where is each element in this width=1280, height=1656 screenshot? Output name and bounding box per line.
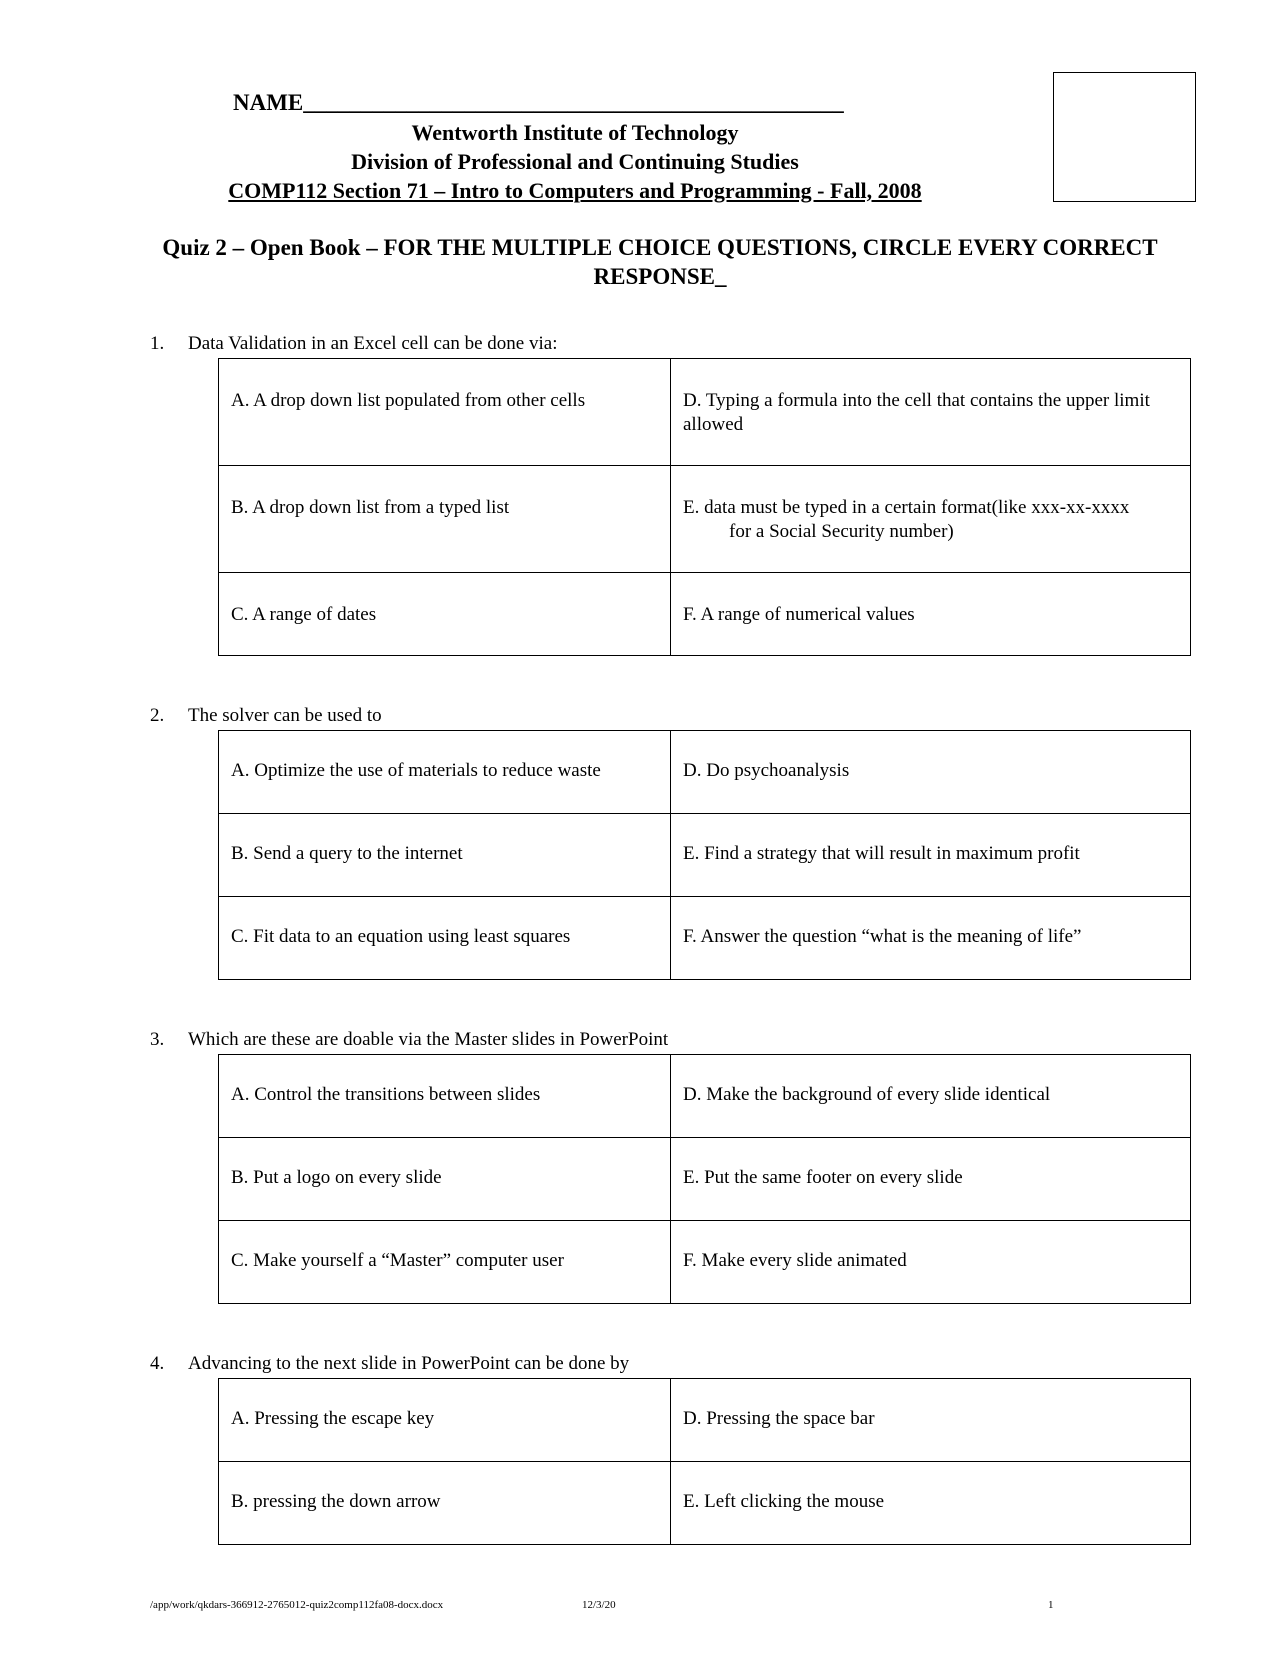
option-d[interactable]: D. Do psychoanalysis [671,731,1191,814]
question-text: The solver can be used to [188,705,382,726]
option-f[interactable]: F. A range of numerical values [671,573,1191,656]
option-b[interactable]: B. Send a query to the internet [219,814,671,897]
option-b[interactable]: B. A drop down list from a typed list [219,466,671,573]
option-a[interactable]: A. A drop down list populated from other cells [219,359,671,466]
question-text: Data Validation in an Excel cell can be done via: [188,333,558,354]
option-c[interactable]: C. A range of dates [219,573,671,656]
question-1 [150,333,557,355]
option-e[interactable]: E. Find a strategy that will result in maximum profit [671,814,1191,897]
option-f[interactable]: F. Make every slide animated [671,1221,1191,1304]
option-e[interactable]: E. Left clicking the mouse [671,1462,1191,1545]
option-a[interactable]: A. Optimize the use of materials to reduce waste [219,731,671,814]
question-number: 3. [150,1029,165,1050]
quiz-title: Quiz 2 – Open Book – FOR THE MULTIPLE CHOICE QUESTIONS, CIRCLE EVERY CORRECT RESPONSE_ [162,235,1158,289]
question-number: 4. [150,1353,165,1374]
option-b[interactable]: B. pressing the down arrow [219,1462,671,1545]
question-number: 2. [150,705,165,726]
option-c[interactable]: C. Make yourself a “Master” computer user [219,1221,671,1304]
score-box [1053,72,1196,202]
question-3 [150,1029,668,1051]
option-a[interactable]: A. Control the transitions between slides [219,1055,671,1138]
course-title: COMP112 Section 71 – Intro to Computers and Programming - Fall, 2008 [228,178,922,203]
option-e[interactable] [671,466,1191,573]
institution-name: Wentworth Institute of Technology [411,120,739,145]
answer-table-2 [218,730,1191,980]
name-label: NAME [233,90,304,115]
question-2 [150,705,382,727]
option-e-line2: for a Social Security number) [729,521,954,542]
question-number: 1. [150,333,165,354]
option-d[interactable]: D. Typing a formula into the cell that contains the upper limit allowed [671,359,1191,466]
division-name: Division of Professional and Continuing Studies [351,149,799,174]
question-text: Advancing to the next slide in PowerPoint can be done by [188,1353,630,1374]
option-c[interactable]: C. Fit data to an equation using least squares [219,897,671,980]
answer-table-4 [218,1378,1191,1545]
question-4 [150,1353,629,1375]
question-text: Which are these are doable via the Master slides in PowerPoint [188,1029,669,1050]
option-e-line1: E. data must be typed in a certain format(like xxx-xx-xxxx [683,497,1130,518]
footer-file-path: /app/work/qkdars-366912-2765012-quiz2comp112fa08-docx.docx [150,1599,444,1611]
answer-table-3 [218,1054,1191,1304]
footer-page-number: 1 [1048,1599,1054,1611]
name-field [233,90,844,116]
footer-date: 12/3/20 [582,1599,616,1611]
option-d[interactable]: D. Make the background of every slide identical [671,1055,1191,1138]
name-blank: _______________________________________________ [303,90,844,115]
option-f[interactable]: F. Answer the question “what is the meaning of life” [671,897,1191,980]
option-a[interactable]: A. Pressing the escape key [219,1379,671,1462]
option-b[interactable]: B. Put a logo on every slide [219,1138,671,1221]
option-d[interactable]: D. Pressing the space bar [671,1379,1191,1462]
option-e[interactable]: E. Put the same footer on every slide [671,1138,1191,1221]
answer-table-1 [218,358,1191,656]
